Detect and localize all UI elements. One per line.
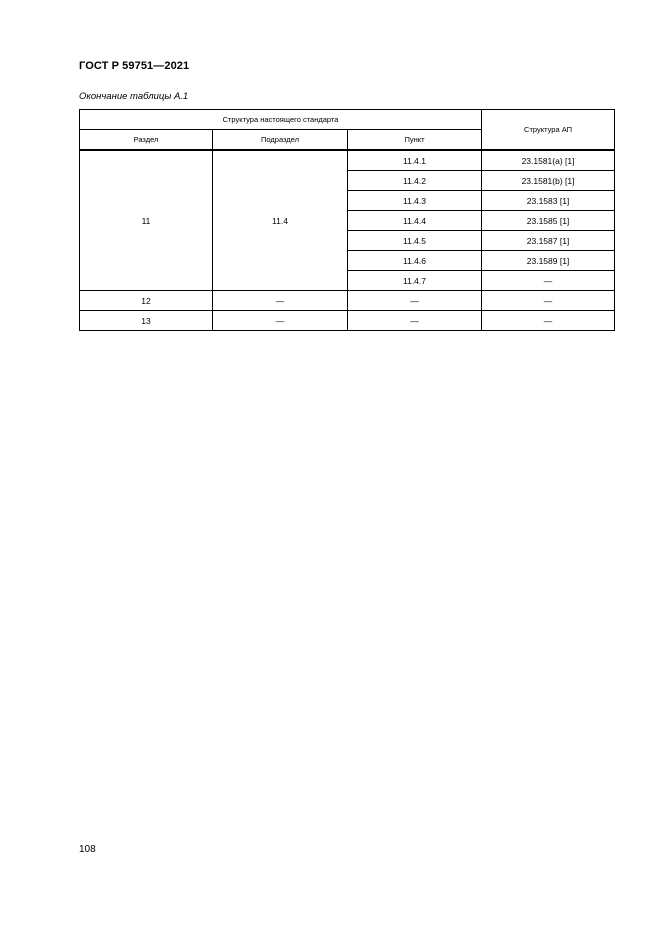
- section-cell: 12: [80, 291, 213, 311]
- header-subsection: Подраздел: [213, 130, 348, 151]
- table-row: [80, 311, 615, 331]
- item-cell: 11.4.3: [348, 191, 482, 211]
- ap-cell: —: [482, 311, 615, 331]
- table-row: [80, 291, 615, 311]
- table-row: [80, 150, 615, 171]
- mapping-table: [79, 109, 615, 331]
- table-caption: Окончание таблицы А.1: [79, 91, 189, 102]
- header-item: Пункт: [348, 130, 482, 151]
- item-cell: 11.4.1: [348, 150, 482, 171]
- ap-cell: 23.1581(b) [1]: [482, 171, 615, 191]
- ap-cell: —: [482, 291, 615, 311]
- header-section: Раздел: [80, 130, 213, 151]
- ap-cell: —: [482, 271, 615, 291]
- item-cell: 11.4.5: [348, 231, 482, 251]
- section-cell: 13: [80, 311, 213, 331]
- subsection-cell: —: [213, 291, 348, 311]
- ap-cell: 23.1583 [1]: [482, 191, 615, 211]
- section-cell: 11: [80, 150, 213, 291]
- item-cell: —: [348, 291, 482, 311]
- item-cell: 11.4.2: [348, 171, 482, 191]
- item-cell: —: [348, 311, 482, 331]
- ap-cell: 23.1585 [1]: [482, 211, 615, 231]
- subsection-cell: 11.4: [213, 150, 348, 291]
- document-title: ГОСТ Р 59751—2021: [79, 60, 190, 72]
- item-cell: 11.4.4: [348, 211, 482, 231]
- ap-cell: 23.1581(a) [1]: [482, 150, 615, 171]
- header-standard-structure: Структура настоящего стандарта: [80, 110, 482, 130]
- page-number: 108: [79, 844, 96, 855]
- subsection-cell: —: [213, 311, 348, 331]
- ap-cell: 23.1587 [1]: [482, 231, 615, 251]
- item-cell: 11.4.7: [348, 271, 482, 291]
- ap-cell: 23.1589 [1]: [482, 251, 615, 271]
- item-cell: 11.4.6: [348, 251, 482, 271]
- header-ap-structure: Структура АП: [482, 110, 615, 151]
